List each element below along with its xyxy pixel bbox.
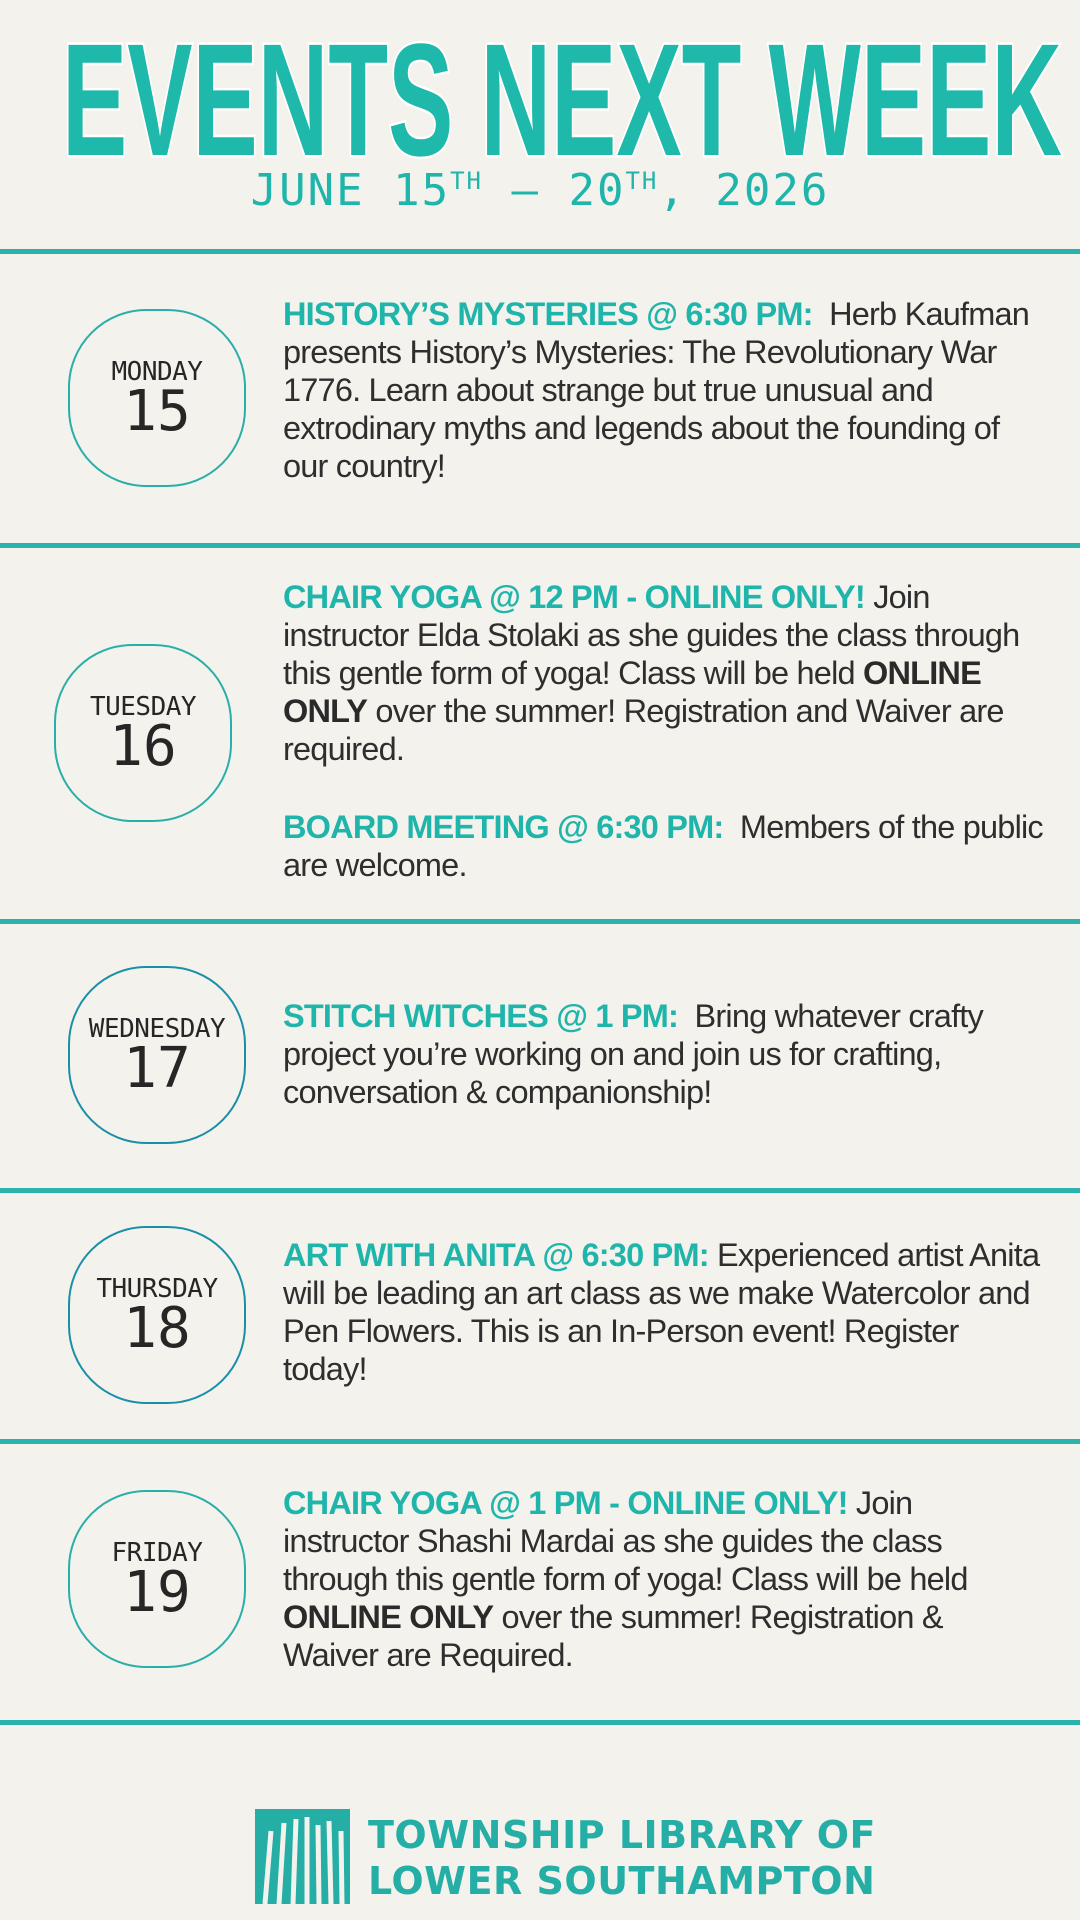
library-name-line2: LOWER SOUTHAMPTON [368,1859,876,1903]
event-title: CHAIR YOGA @ 1 PM - ONLINE ONLY! [283,1485,848,1521]
event-board-meeting [283,808,1043,884]
event-title: CHAIR YOGA @ 12 PM - ONLINE ONLY! [283,579,865,615]
day-number: 16 [109,714,177,779]
day-name: WEDNESDAY [88,1014,226,1044]
event-description: Herb Kaufman presents History’s Mysteries: The Revolutionary War 1776. Learn about strange but true unusual and extrodinary myths and legends about the founding of our country! [283,296,1030,484]
day-badge-monday [68,309,246,487]
ordinal-suffix: TH [450,167,484,195]
day-number: 15 [123,379,191,444]
divider [0,919,1080,924]
divider [0,1439,1080,1444]
event-history-mysteries [283,295,1043,485]
online-only-emphasis: ONLINE ONLY [283,655,981,729]
day-badge-tuesday [54,644,232,822]
event-title: ART WITH ANITA @ 6:30 PM: [283,1237,709,1273]
event-chair-yoga-tuesday [283,578,1043,884]
day-number: 17 [123,1036,191,1101]
day-name: MONDAY [111,357,203,387]
day-number: 18 [123,1296,191,1361]
library-name [368,1812,876,1904]
library-name-line1: TOWNSHIP LIBRARY OF [368,1813,877,1857]
date-range [0,165,1080,216]
event-stitch-witches [283,997,1043,1111]
date-end: – 20 [483,165,626,216]
date-year: , 2026 [658,165,830,216]
divider [0,1188,1080,1193]
day-number: 19 [123,1560,191,1625]
day-name: THURSDAY [96,1274,218,1304]
event-description: Bring whatever crafty project you’re working on and join us for crafting, conversation & companionship! [283,998,983,1110]
divider [0,1720,1080,1725]
event-chair-yoga-friday [283,1484,1043,1674]
divider [0,249,1080,254]
day-badge-friday [68,1490,246,1668]
event-description-cont: over the summer! Registration and Waiver are required. [283,693,1004,767]
event-title: STITCH WITCHES @ 1 PM: [283,998,679,1034]
divider [0,543,1080,548]
title-text: EVENTS NEXT WEEK [62,10,1062,177]
ordinal-suffix: TH [625,167,659,195]
day-name: TUESDAY [89,692,197,722]
event-description-cont: over the summer! Registration & Waiver are Required. [283,1599,943,1673]
online-only-emphasis: ONLINE ONLY [283,1599,494,1635]
day-badge-thursday [68,1226,246,1404]
event-description: Join instructor Shashi Mardai as she guides the class through this gentle form of yoga! Class will be held [283,1485,968,1597]
date-start: JUNE 15 [250,165,451,216]
event-title: BOARD MEETING @ 6:30 PM: [283,809,724,845]
day-name: FRIDAY [111,1538,203,1568]
event-description: Join instructor Elda Stolaki as she guides the class through this gentle form of yoga! Class will be held [283,579,1020,691]
library-logo-icon [255,1809,350,1904]
day-badge-wednesday [68,966,246,1144]
event-art-with-anita [283,1236,1043,1388]
page-title [0,2,1080,177]
event-title: HISTORY’S MYSTERIES @ 6:30 PM: [283,296,813,332]
event-description: Experienced artist Anita will be leading an art class as we make Watercolor and Pen Flowers. This is an In-Person event! Register today! [283,1237,1040,1387]
event-description: Members of the public are welcome. [283,809,1043,883]
